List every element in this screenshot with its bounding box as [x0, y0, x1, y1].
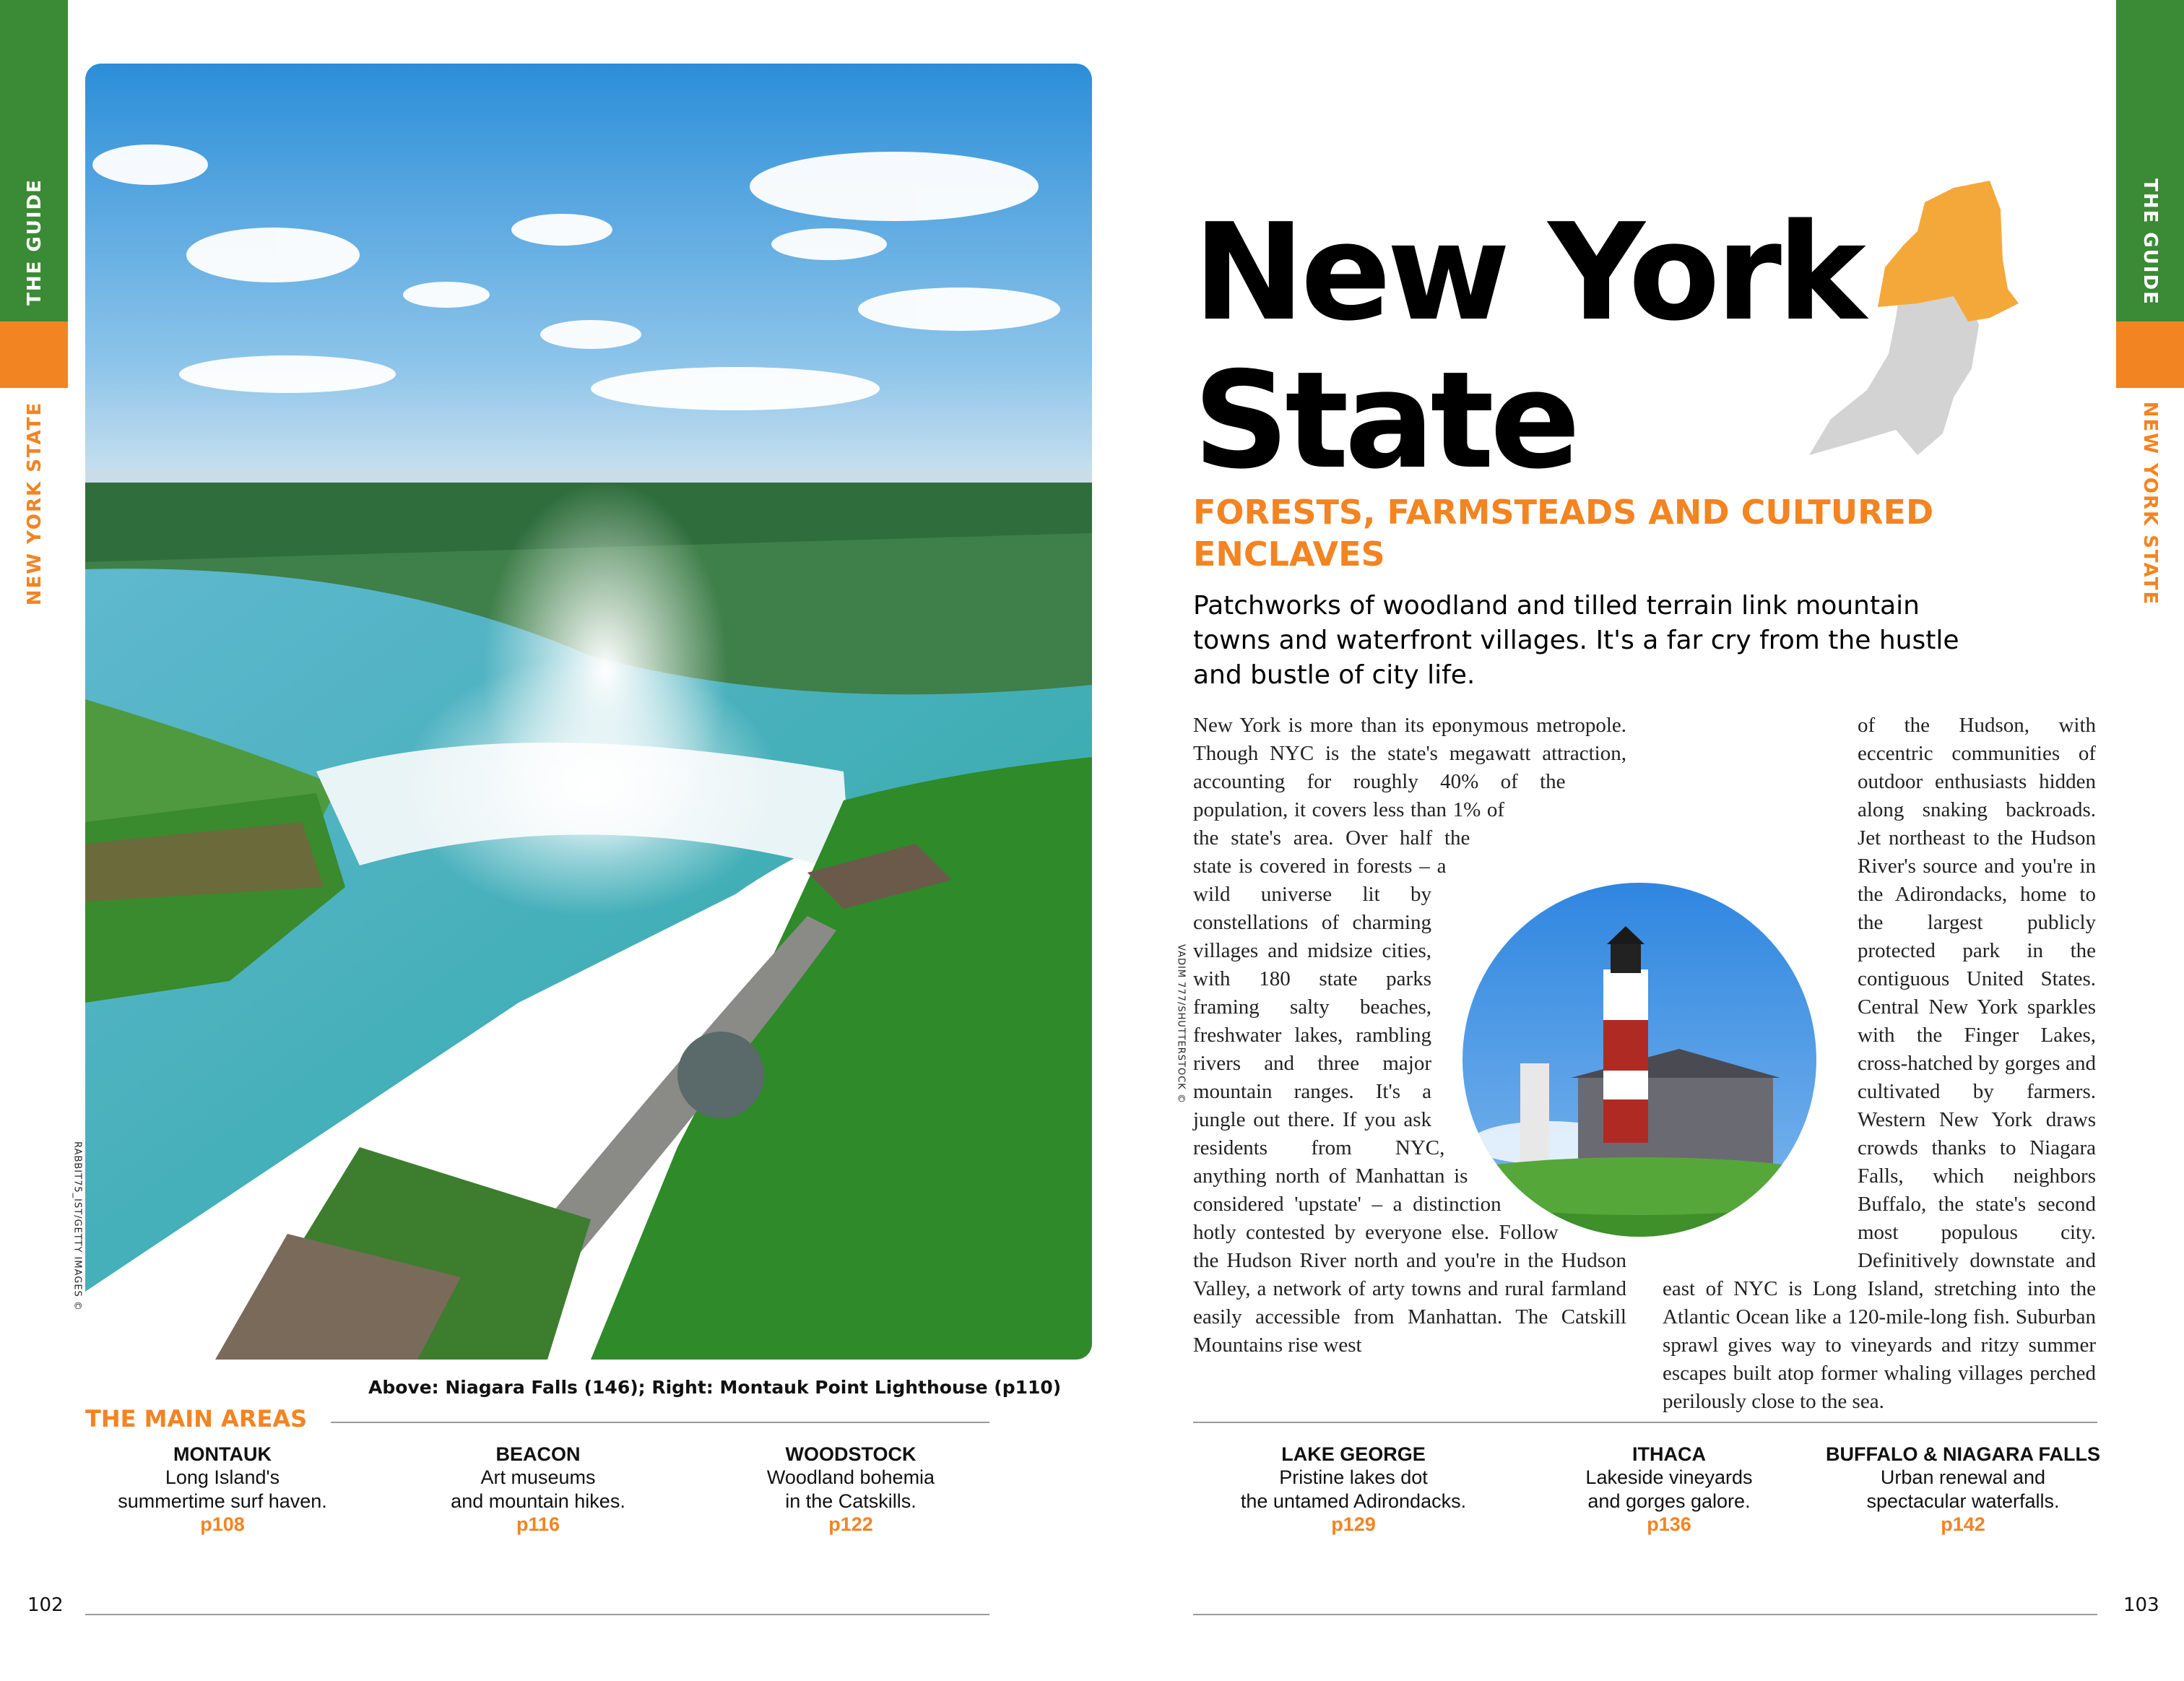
area-desc: spectacular waterfalls. [1866, 1490, 2060, 1512]
area-page-link[interactable]: p122 [828, 1513, 873, 1535]
title-line-2: State [1193, 342, 1577, 498]
area-ithaca [1514, 1443, 1824, 1536]
area-lake-george [1198, 1443, 1509, 1536]
left-chapter-tab [0, 321, 68, 388]
area-beacon [383, 1443, 693, 1536]
area-title: BEACON [495, 1443, 581, 1465]
area-page-link[interactable]: p129 [1331, 1513, 1376, 1535]
area-page-link[interactable]: p136 [1647, 1513, 1691, 1535]
area-desc: summertime surf haven. [118, 1490, 327, 1512]
area-buffalo-niagara-falls [1808, 1443, 2118, 1536]
body-text-col2: of the Hudson, with eccentric communities of outdoor enthusiasts hidden along snaking backroads. Jet northeast to the Hudson River's source and you're in the Adirondacks, home to the largest publicly protected park in the contiguous United States. Central New York sparkles with the Finger Lakes, cross-hatched by gorges and cultivated by farmers. Western New York draws crowds thanks to Niagara Falls, which neighbors Buffalo, the state's second most populous city. Definitively downstate and east of NYC is Long Island, stretching into the Atlantic Ocean like a 120-mile-long fish. Suburban sprawl gives way to vineyards and ritzy summer escapes built atop former whaling villages perched perilously close to the sea. [1663, 714, 2096, 1413]
area-title: LAKE GEORGE [1281, 1443, 1426, 1465]
left-guide-label: THE GUIDE [24, 178, 46, 306]
right-guide-label: THE GUIDE [2139, 178, 2161, 306]
photo-caption: Above: Niagara Falls (146); Right: Montauk Point Lighthouse (p110) [368, 1377, 1062, 1398]
area-page-link[interactable]: p108 [200, 1513, 245, 1535]
area-desc: Woodland bohemia [766, 1466, 935, 1488]
area-title: WOODSTOCK [785, 1443, 916, 1465]
footer-rule-right [1193, 1614, 2097, 1615]
area-desc: in the Catskills. [785, 1490, 916, 1512]
area-desc: and gorges galore. [1587, 1490, 1751, 1512]
title-line-1: New York [1193, 194, 1862, 350]
area-page-link[interactable]: p142 [1941, 1513, 1985, 1535]
area-desc: Pristine lakes dot [1279, 1466, 1428, 1488]
area-woodstock [696, 1443, 1006, 1536]
area-desc: Urban renewal and [1880, 1466, 2046, 1488]
area-desc: Art museums [480, 1466, 596, 1488]
page-title [1193, 194, 1862, 498]
left-chapter-label: NEW YORK STATE [24, 401, 46, 606]
area-desc: the untamed Adirondacks. [1240, 1490, 1467, 1512]
page-subtitle: FORESTS, FARMSTEADS AND CULTURED ENCLAVES [1193, 493, 1934, 574]
montauk-lighthouse-photo [1462, 883, 1816, 1237]
areas-rule-left [331, 1422, 989, 1423]
area-title: MONTAUK [173, 1443, 272, 1465]
new-york-state-locator-map [1802, 181, 2019, 462]
area-page-link[interactable]: p116 [516, 1513, 560, 1535]
area-desc: and mountain hikes. [451, 1490, 625, 1512]
right-chapter-label: NEW YORK STATE [2139, 401, 2161, 606]
intro-paragraph: Patchworks of woodland and tilled terrain link mountain towns and waterfront villages. It's a far cry from the hustle and bustle of city life. [1193, 591, 1959, 690]
right-chapter-tab [2116, 321, 2184, 388]
page-number-right: 103 [2123, 1594, 2159, 1616]
main-areas-heading: THE MAIN AREAS [85, 1405, 308, 1432]
area-montauk [67, 1443, 378, 1536]
footer-rule-left [85, 1614, 989, 1615]
area-title: BUFFALO & NIAGARA FALLS [1826, 1443, 2100, 1465]
photo-credit-right: VADIM 777/SHUTTERSTOCK © [1175, 944, 1187, 1104]
area-desc: Long Island's [165, 1466, 280, 1488]
photo-credit-left: RABBIT75_IST/GETTY IMAGES © [72, 1141, 83, 1311]
area-title: ITHACA [1632, 1443, 1706, 1465]
page-number-left: 102 [27, 1594, 64, 1616]
body-text-col1: New York is more than its eponymous metropole. Though NYC is the state's megawatt attraction, accounting for roughly 40% of the population, it covers less than 1% of the state's area. Over half the state is covered in forests – a wild universe lit by constellations of charming villages and midsize cities, with 180 state parks framing salty beaches, freshwater lakes, rambling rivers and three major mountain ranges. It's a jungle out there. If you ask residents from NYC, anything north of Manhattan is considered 'upstate' – a distinction hotly contested by everyone else. Follow the Hudson River north and you're in the Hudson Valley, a network of arty towns and rural farmland easily accessible from Manhattan. The Catskill Mountains rise west [1193, 714, 1626, 1357]
area-desc: Lakeside vineyards [1585, 1466, 1753, 1488]
niagara-falls-photo [85, 64, 1092, 1360]
areas-rule-right [1193, 1422, 2097, 1423]
